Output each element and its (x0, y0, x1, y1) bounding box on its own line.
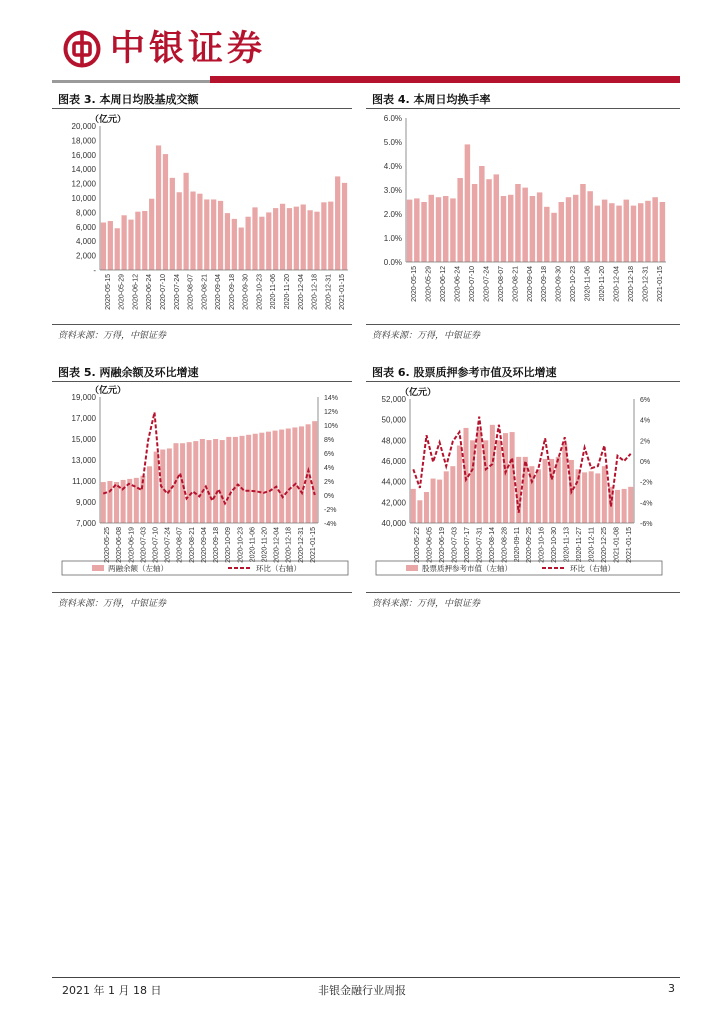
bar (211, 199, 216, 270)
bar (245, 217, 250, 270)
x-tick-label: 2020-08-07 (187, 274, 195, 310)
bar (167, 448, 172, 523)
divider (366, 592, 680, 593)
y-tick-label: 40,000 (381, 519, 406, 528)
bar (177, 192, 182, 270)
bar (246, 435, 251, 523)
bar (582, 472, 587, 523)
x-tick-label: 2020-11-06 (249, 527, 257, 563)
bar (328, 202, 333, 270)
y2-tick-label: 6% (324, 451, 335, 458)
bar (312, 421, 317, 523)
x-tick-label: 2020-10-23 (256, 274, 264, 310)
bar (417, 500, 422, 523)
y-tick-label: 18,000 (71, 136, 96, 146)
bar (218, 201, 223, 270)
y-tick-label: 4.0% (383, 162, 402, 171)
chart5-margin-balance (52, 383, 352, 591)
bar (580, 184, 585, 262)
unit-label: （亿元） (90, 115, 127, 125)
bar (436, 197, 441, 262)
bar (128, 220, 133, 270)
x-tick-label: 2020-09-18 (541, 266, 549, 302)
y-tick-label: 0.0% (383, 258, 402, 267)
y-tick-label: 5.0% (383, 138, 402, 147)
bar (543, 459, 548, 523)
x-tick-label: 2020-10-30 (551, 527, 559, 563)
divider (52, 324, 352, 325)
x-tick-label: 2020-12-04 (613, 266, 621, 302)
bar (536, 469, 541, 523)
x-tick-label: 2020-05-29 (425, 266, 433, 302)
bar (450, 198, 455, 262)
y2-tick-label: -6% (640, 521, 653, 528)
bar (233, 437, 238, 523)
x-tick-label: 2020-10-09 (225, 527, 233, 563)
bar (121, 480, 126, 523)
divider (366, 324, 680, 325)
x-tick-label: 2020-09-11 (513, 527, 521, 563)
y-tick-label: 3.0% (383, 186, 402, 195)
bar (424, 492, 429, 523)
x-tick-label: 2021-01-15 (625, 527, 633, 563)
x-tick-label: 2020-05-25 (104, 527, 112, 563)
bar (266, 212, 271, 270)
bar (115, 228, 120, 270)
chart3-turnover-value (52, 110, 352, 324)
bar (477, 430, 482, 523)
bar (279, 430, 284, 523)
y-tick-label: 2.0% (383, 210, 402, 219)
y-tick-label: 48,000 (381, 436, 406, 446)
x-tick-label: 2020-07-24 (164, 527, 172, 563)
bar (314, 212, 319, 270)
legend-bar-label: 两融余额（左轴） (108, 564, 168, 573)
bar (573, 195, 578, 262)
y-tick-label: 46,000 (381, 457, 406, 466)
x-tick-label: 2020-10-23 (237, 527, 245, 563)
divider (366, 381, 680, 382)
bar (523, 457, 528, 523)
bar (494, 174, 499, 262)
bar (559, 202, 564, 262)
bar (240, 436, 245, 523)
x-tick-label: 2020-08-28 (501, 527, 509, 563)
legend-bar-swatch (92, 565, 104, 571)
bar (197, 194, 202, 270)
x-tick-label: 2020-05-15 (411, 266, 419, 302)
x-tick-label: 2020-09-30 (555, 266, 563, 302)
x-tick-label: 2020-06-19 (439, 527, 447, 563)
y2-tick-label: -2% (324, 507, 337, 514)
x-tick-label: 2020-09-04 (526, 266, 534, 302)
x-tick-label: 2020-09-30 (242, 274, 250, 310)
bar (551, 213, 556, 262)
y-tick-label: 16,000 (71, 150, 96, 160)
bar (544, 207, 549, 262)
bar (108, 221, 113, 270)
bar (273, 208, 278, 270)
y-tick-label: 8,000 (75, 208, 96, 218)
bar (294, 207, 299, 270)
footer-title: 非银金融行业周报 (318, 984, 406, 997)
source-note: 资料来源：万得，中银证券 (58, 599, 167, 609)
bar (252, 207, 257, 270)
bar (602, 466, 607, 523)
x-tick-label: 2020-06-05 (426, 527, 434, 563)
x-tick-label: 2020-08-21 (188, 527, 196, 563)
bar (193, 441, 198, 523)
bar (631, 206, 636, 262)
bar (508, 195, 513, 262)
source-note: 资料来源：万得，中银证券 (372, 599, 481, 609)
brand-name: 中银证券 (110, 28, 267, 69)
bar (163, 154, 168, 270)
bar (335, 176, 340, 270)
legend-bar-label: 股票质押参考市值（左轴） (422, 564, 512, 573)
unit-label: （亿元） (400, 388, 437, 398)
y2-tick-label: -4% (324, 521, 337, 528)
bar (414, 198, 419, 262)
x-tick-label: 2020-10-16 (538, 527, 546, 563)
bar (628, 487, 633, 523)
x-tick-label: 2020-10-23 (570, 266, 578, 302)
chart3-title: 图表 3. 本周日均股基成交额 (58, 93, 199, 106)
bar (321, 202, 326, 270)
bar (537, 192, 542, 262)
bar (496, 440, 501, 523)
bar (149, 199, 154, 270)
bar (292, 427, 297, 523)
y-tick-label: 13,000 (71, 456, 96, 465)
y-tick-label: 50,000 (381, 415, 406, 425)
x-tick-label: 2020-12-11 (588, 527, 596, 563)
bar (299, 426, 304, 523)
bar (465, 144, 470, 262)
y2-tick-label: 2% (324, 479, 335, 486)
bar (213, 439, 218, 523)
bar (595, 206, 600, 262)
x-tick-label: 2020-09-18 (213, 527, 221, 563)
bar (253, 434, 258, 523)
x-tick-label: 2020-11-06 (270, 274, 278, 310)
bar (273, 431, 278, 523)
bar (286, 429, 291, 524)
x-tick-label: 2020-11-06 (584, 266, 592, 302)
bar (515, 184, 520, 262)
chart5-title: 图表 5. 两融余额及环比增速 (58, 366, 199, 379)
x-tick-label: 2020-07-24 (173, 274, 181, 310)
x-tick-label: 2020-12-18 (285, 527, 293, 563)
x-tick-label: 2020-11-13 (563, 527, 571, 563)
source-note: 资料来源：万得，中银证券 (58, 331, 167, 341)
y-tick-label: 4,000 (75, 237, 96, 247)
bar (156, 145, 161, 270)
bar (411, 489, 416, 523)
bar (170, 178, 175, 270)
x-tick-label: 2020-12-31 (325, 274, 333, 310)
bar (530, 196, 535, 262)
bar (266, 432, 271, 523)
bar (622, 489, 627, 523)
x-tick-label: 2020-11-27 (576, 527, 583, 563)
x-tick-label: 2020-11-20 (261, 527, 269, 563)
bar (225, 213, 230, 270)
header-rule-red (210, 76, 680, 83)
bar (147, 466, 152, 523)
x-tick-label: 2020-12-04 (273, 527, 281, 563)
divider (52, 592, 352, 593)
x-tick-label: 2021-01-15 (309, 527, 317, 563)
chart6-title: 图表 6. 股票质押参考市值及环比增速 (372, 366, 557, 379)
x-tick-label: 2020-09-04 (215, 274, 223, 310)
bar (624, 200, 629, 262)
bar (342, 183, 347, 270)
legend-line-label: 环比（右轴） (570, 564, 615, 573)
bar (232, 219, 237, 270)
bar (134, 478, 139, 523)
x-tick-label: 2020-08-07 (176, 527, 184, 563)
bar (135, 212, 140, 270)
x-tick-label: 2020-12-31 (642, 266, 650, 302)
x-tick-label: 2020-06-24 (146, 274, 154, 310)
bar (566, 197, 571, 262)
y-tick-label: - (93, 266, 96, 275)
y-tick-label: 10,000 (71, 194, 96, 203)
chart4-turnover-rate (366, 110, 680, 324)
x-tick-label: 2020-08-21 (512, 266, 520, 302)
bar (306, 424, 311, 523)
x-tick-label: 2020-06-19 (128, 527, 136, 563)
x-tick-label: 2020-07-03 (140, 527, 148, 563)
x-tick-label: 2021-01-15 (339, 274, 347, 310)
bar (486, 179, 491, 262)
y2-tick-label: 10% (324, 423, 339, 430)
y-tick-label: 9,000 (75, 498, 96, 507)
page-number: 3 (668, 982, 675, 995)
x-tick-label: 2021-01-08 (613, 527, 621, 563)
unit-label: （亿元） (90, 386, 127, 396)
y-tick-label: 6,000 (75, 222, 96, 232)
y2-tick-label: -4% (640, 500, 653, 508)
footer-rule (52, 977, 680, 978)
y2-tick-label: 14% (324, 395, 339, 402)
y-tick-label: 2,000 (75, 251, 96, 261)
y-tick-label: 6.0% (383, 114, 402, 123)
x-tick-label: 2021-01-15 (656, 266, 664, 302)
legend-bar-swatch (406, 565, 418, 571)
bar (204, 199, 209, 270)
bar (259, 433, 264, 523)
bar (101, 482, 106, 523)
x-tick-label: 2020-06-12 (132, 274, 140, 310)
x-tick-label: 2020-06-08 (116, 527, 124, 563)
bar (443, 196, 448, 262)
bar (503, 433, 508, 523)
y-tick-label: 19,000 (71, 393, 96, 402)
x-tick-label: 2020-12-04 (297, 274, 305, 310)
x-tick-label: 2020-07-24 (483, 266, 491, 302)
bar (638, 203, 643, 262)
bar (220, 440, 225, 523)
bar (421, 202, 426, 262)
x-tick-label: 2020-12-18 (311, 274, 319, 310)
source-note: 资料来源：万得，中银证券 (372, 331, 481, 341)
bar (609, 203, 614, 262)
y-tick-label: 14,000 (71, 165, 96, 175)
bar (287, 208, 292, 270)
x-tick-label: 2020-12-18 (627, 266, 635, 302)
y-tick-label: 17,000 (71, 414, 96, 423)
bank-of-china-logo-icon (63, 30, 101, 68)
bar (121, 215, 126, 270)
x-tick-label: 2020-12-25 (600, 527, 608, 563)
bar (142, 211, 147, 270)
bar (107, 481, 112, 523)
x-tick-label: 2020-07-10 (152, 527, 160, 563)
y-tick-label: 44,000 (381, 477, 406, 487)
bar (114, 482, 119, 523)
y2-tick-label: 0% (640, 459, 651, 466)
y2-tick-label: 12% (324, 409, 339, 416)
bar (490, 425, 495, 523)
bar (457, 446, 462, 524)
x-tick-label: 2020-12-31 (297, 527, 305, 563)
y-tick-label: 15,000 (71, 435, 96, 444)
header-rule-grey (52, 80, 210, 83)
bar (407, 200, 412, 262)
bar (307, 210, 312, 270)
y-tick-label: 1.0% (383, 234, 402, 243)
bar (183, 173, 188, 270)
bar (301, 204, 306, 270)
bar (444, 471, 449, 523)
x-tick-label: 2020-07-10 (160, 274, 167, 310)
y-tick-label: 52,000 (381, 395, 406, 404)
bar (602, 200, 607, 262)
bar (200, 439, 205, 523)
bar (206, 440, 211, 523)
bar (522, 188, 527, 262)
y-tick-label: 11,000 (72, 477, 96, 486)
bar (187, 442, 192, 523)
bar (589, 471, 594, 523)
footer-date: 2021 年 1 月 18 日 (62, 984, 162, 997)
x-tick-label: 2020-05-22 (414, 527, 422, 563)
y-tick-label: 12,000 (71, 179, 96, 189)
y2-tick-label: 0% (324, 493, 335, 500)
divider (52, 108, 352, 109)
x-tick-label: 2020-09-04 (200, 527, 208, 563)
bar (595, 473, 600, 523)
x-tick-label: 2020-05-15 (104, 274, 112, 310)
page-header (0, 0, 724, 84)
bar (101, 222, 106, 270)
y2-tick-label: 4% (640, 417, 651, 425)
bar (587, 191, 592, 262)
x-tick-label: 2020-06-12 (440, 266, 448, 302)
x-tick-label: 2020-07-17 (464, 527, 471, 563)
bar (429, 195, 434, 262)
y-tick-label: 7,000 (75, 519, 96, 528)
bar (437, 480, 442, 523)
x-tick-label: 2020-09-25 (526, 527, 534, 563)
chart6-pledge-value (366, 383, 680, 591)
divider (52, 381, 352, 382)
divider (366, 108, 680, 109)
bar (431, 479, 436, 523)
bar (479, 166, 484, 262)
y2-tick-label: 4% (324, 465, 335, 472)
y2-tick-label: 8% (324, 437, 335, 444)
x-tick-label: 2020-11-20 (599, 266, 606, 302)
x-tick-label: 2020-05-29 (118, 274, 126, 310)
bar (652, 197, 657, 262)
x-tick-label: 2020-07-31 (476, 527, 484, 563)
bar (472, 184, 477, 262)
bar (450, 466, 455, 523)
x-tick-label: 2020-06-24 (454, 266, 462, 302)
bar (226, 437, 231, 523)
bar (660, 202, 665, 262)
legend-line-label: 环比（右轴） (256, 564, 301, 573)
y2-tick-label: 2% (640, 438, 651, 446)
y2-tick-label: -2% (640, 479, 653, 487)
y2-tick-label: 6% (640, 397, 651, 404)
x-tick-label: 2020-08-14 (488, 527, 496, 563)
y-tick-label: 42,000 (381, 498, 406, 508)
bar (190, 192, 195, 270)
x-tick-label: 2020-09-18 (228, 274, 236, 310)
x-tick-label: 2020-07-03 (451, 527, 459, 563)
bar (616, 206, 621, 262)
bar (280, 204, 285, 270)
chart4-title: 图表 4. 本周日均换手率 (372, 93, 491, 106)
x-tick-label: 2020-08-21 (201, 274, 209, 310)
x-tick-label: 2020-08-07 (497, 266, 505, 302)
bar (645, 201, 650, 262)
bar (501, 196, 506, 262)
x-tick-label: 2020-07-10 (469, 266, 476, 302)
x-tick-label: 2020-11-20 (284, 274, 291, 310)
bar (457, 178, 462, 262)
bar (615, 490, 620, 523)
y-tick-label: 20,000 (71, 122, 96, 131)
bar (259, 217, 264, 270)
bar (239, 228, 244, 270)
